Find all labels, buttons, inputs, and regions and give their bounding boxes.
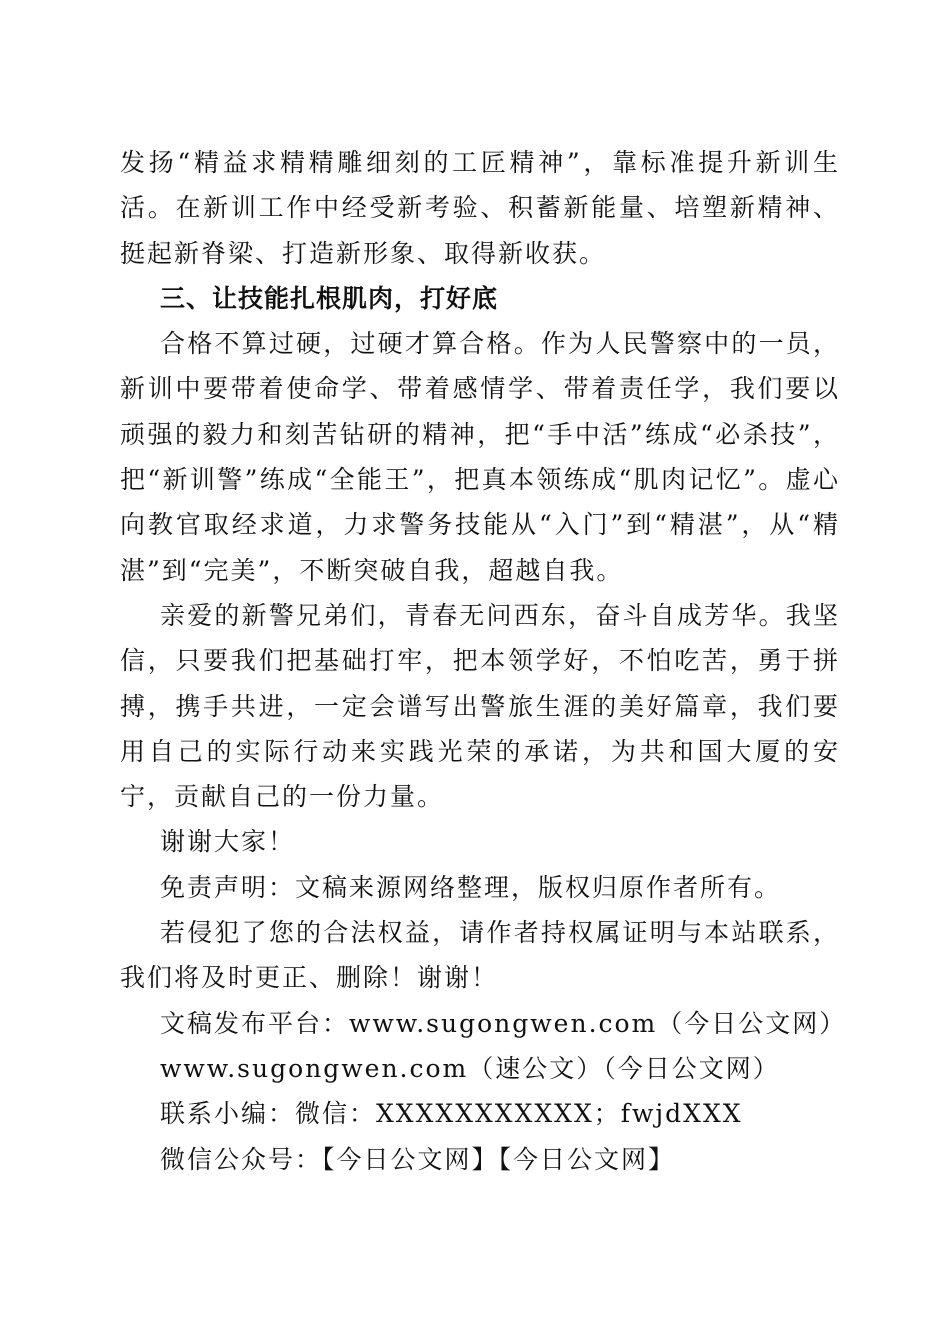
website-line: www.sugongwen.com（速公文）（今日公文网） xyxy=(160,1053,780,1083)
section-heading-three: 三、让技能扎根肌肉，打好底 xyxy=(160,283,499,313)
platform-line: 文稿发布平台：www.sugongwen.com（今日公文网） xyxy=(160,1008,847,1038)
paragraph-craftsman-spirit: 发扬“精益求精精雕细刻的工匠精神”，靠标准提升新训生活。在新训工作中经受新考验、积蓄新能量、培塑新精神、挺起新脊梁、打造新形象、取得新收获。 xyxy=(120,148,840,268)
document-body xyxy=(120,140,847,1182)
disclaimer-line: 免责声明：文稿来源网络整理，版权归原作者所有。 xyxy=(160,872,782,902)
paragraph-closing: 亲爱的新警兄弟们，青春无问西东，奋斗自成芳华。我坚信，只要我们把基础打牢，把本领学好，不怕吃苦，勇于拼搏，携手共进，一定会谱写出警旅生涯的美好篇章，我们要用自己的实际行动来实践光荣的承诺，为共和国大厦的安宁，贡献自己的一份力量。 xyxy=(120,600,840,812)
infringement-notice: 若侵犯了您的合法权益，请作者持权属证明与本站联系，我们将及时更正、删除！谢谢！ xyxy=(120,918,840,993)
thanks-line: 谢谢大家！ xyxy=(160,827,296,857)
wechat-account-line: 微信公众号：【今日公文网】【今日公文网】 xyxy=(160,1144,676,1174)
paragraph-skills: 合格不算过硬，过硬才算合格。作为人民警察中的一员，新训中要带着使命学、带着感情学、带着责任学，我们要以顽强的毅力和刻苦钻研的精神，把“手中活”练成“必杀技”，把“新训警”练成“全能王”，把真本领练成“肌肉记忆”。虚心向教官取经求道，力求警务技能从“入门”到“精湛”，从“精湛”到“完美”，不断突破自我，超越自我。 xyxy=(120,329,840,585)
contact-line: 联系小编：微信：XXXXXXXXXXX；fwjdXXX xyxy=(160,1099,743,1129)
